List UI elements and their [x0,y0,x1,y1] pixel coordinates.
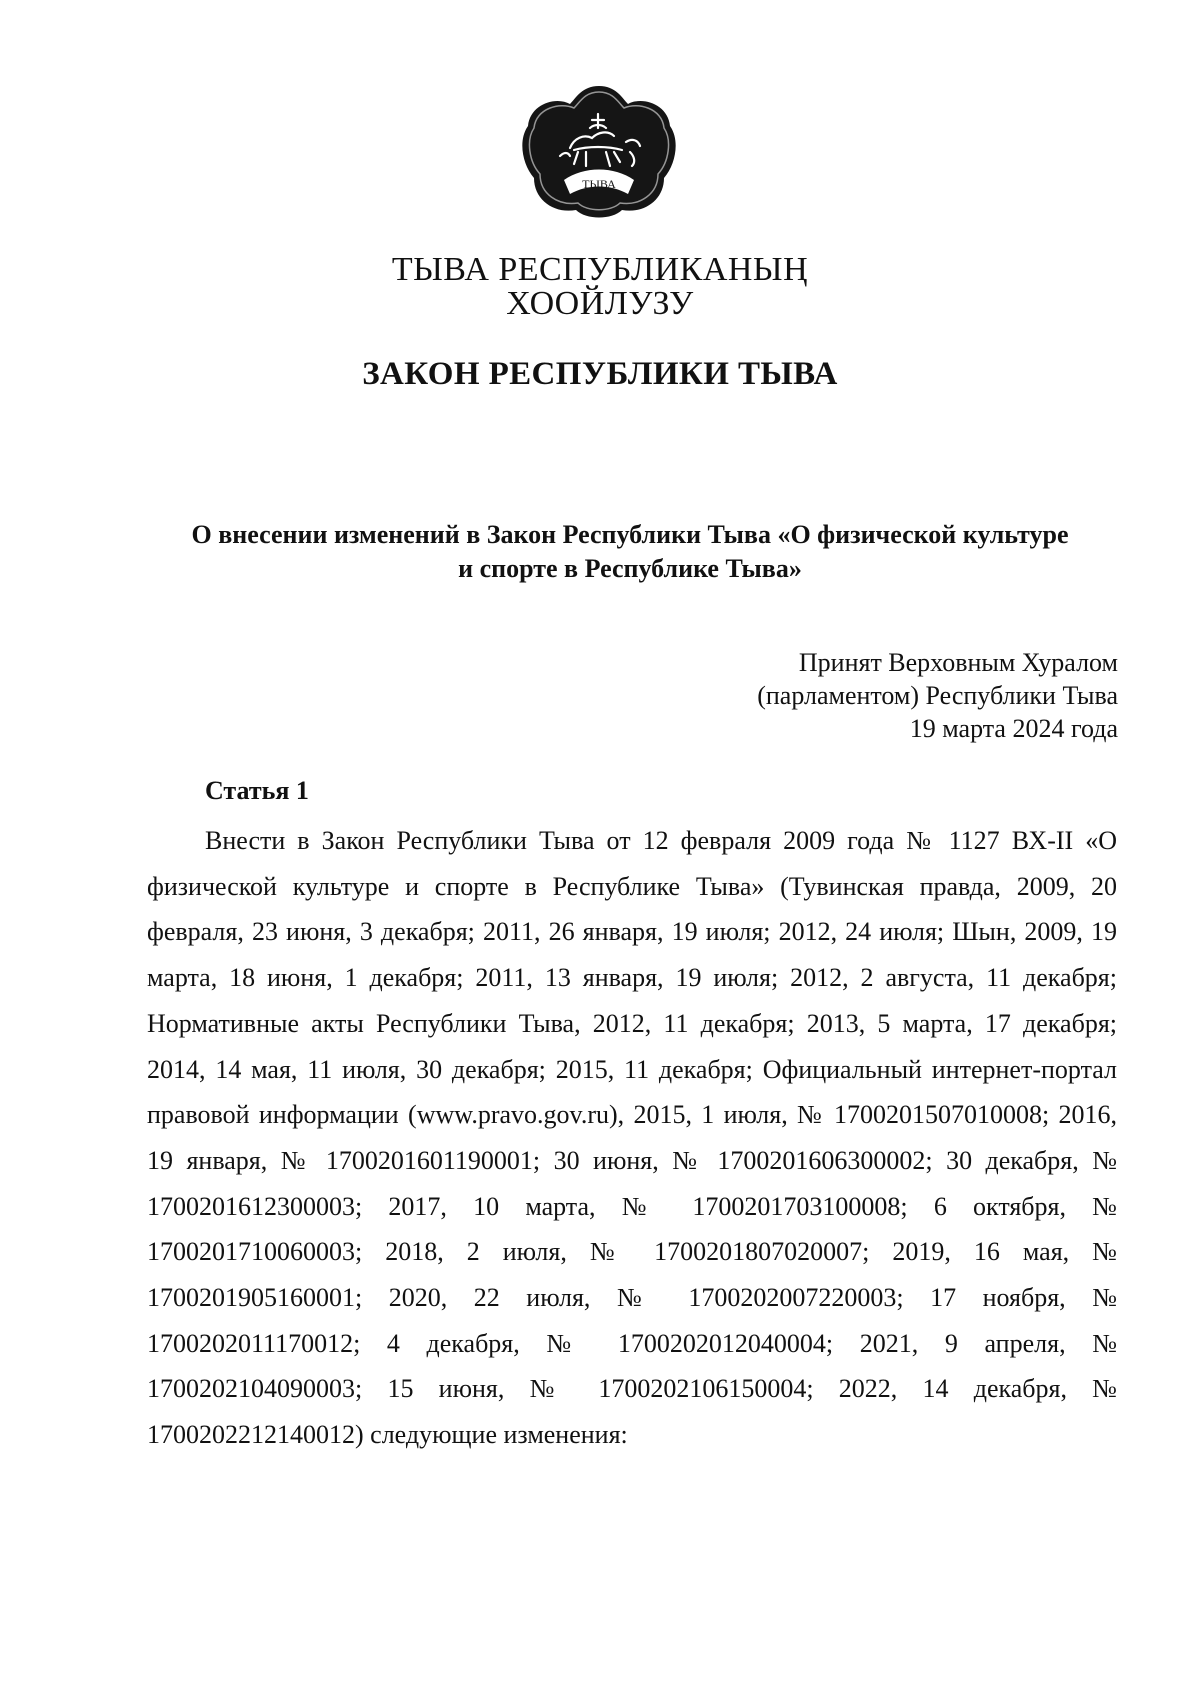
law-subject [150,518,1110,586]
adoption-line1: Принят Верховным Хуралом [798,648,1118,677]
adoption-line2: (парламентом) Республики Тыва [757,681,1118,710]
law-subject-line1: О внесении изменений в Закон Республики Тыва «О физической культуре [191,520,1069,549]
law-title: ЗАКОН РЕСПУБЛИКИ ТЫВА [362,356,838,392]
law-subject-line2: и спорте в Республике Тыва» [458,554,802,583]
title-tuvan-line1: ТЫВА РЕСПУБЛИКАНЫҢ [391,251,809,288]
tuva-coat-of-arms-icon [518,82,680,222]
title-tuvan-line2: ХООЙЛУЗУ [506,285,694,322]
emblem-text: ТЫВА [582,177,616,191]
article-body: Внести в Закон Республики Тыва от 12 февраля 2009 года № 1127 ВХ-II «О физической культуре и спорте в Республике Тыва» (Тувинская правда, 2009, 20 февраля, 23 июня, 3 декабря; 2011, 26 января, 19 июля; 2012, 24 июля; Шын, 2009, 19 марта, 18 июня, 1 декабря; 2011, 13 января, 19 июля; 2012, 2 августа, 11 декабря; Нормативные акты Республики Тыва, 2012, 11 декабря; 2013, 5 марта, 17 декабря; 2014, 14 мая, 11 июля, 30 декабря; 2015, 11 декабря; Официальный интернет-портал правовой информации (www.pravo.gov.ru), 2015, 1 июля, № 1700201507010008; 2016, 19 января, № 1700201601190001; 30 июня, № 1700201606300002; 30 декабря, № 1700201612300003; 2017, 10 марта, № 1700201703100008; 6 октября, № 1700201710060003; 2018, 2 июля, № 1700201807020007; 2019, 16 мая, № 1700201905160001; 2020, 22 июля, № 1700202007220003; 17 ноября, № 1700202011170012; 4 декабря, № 1700202012040004; 2021, 9 апреля, № 1700202104090003; 15 июня, № 1700202106150004; 2022, 14 декабря, № 1700202212140012) следующие изменения: [147,826,1117,1450]
adoption-date: 19 марта 2024 года [909,714,1118,743]
adoption-note [757,646,1118,745]
article-heading: Статья 1 [205,776,309,805]
